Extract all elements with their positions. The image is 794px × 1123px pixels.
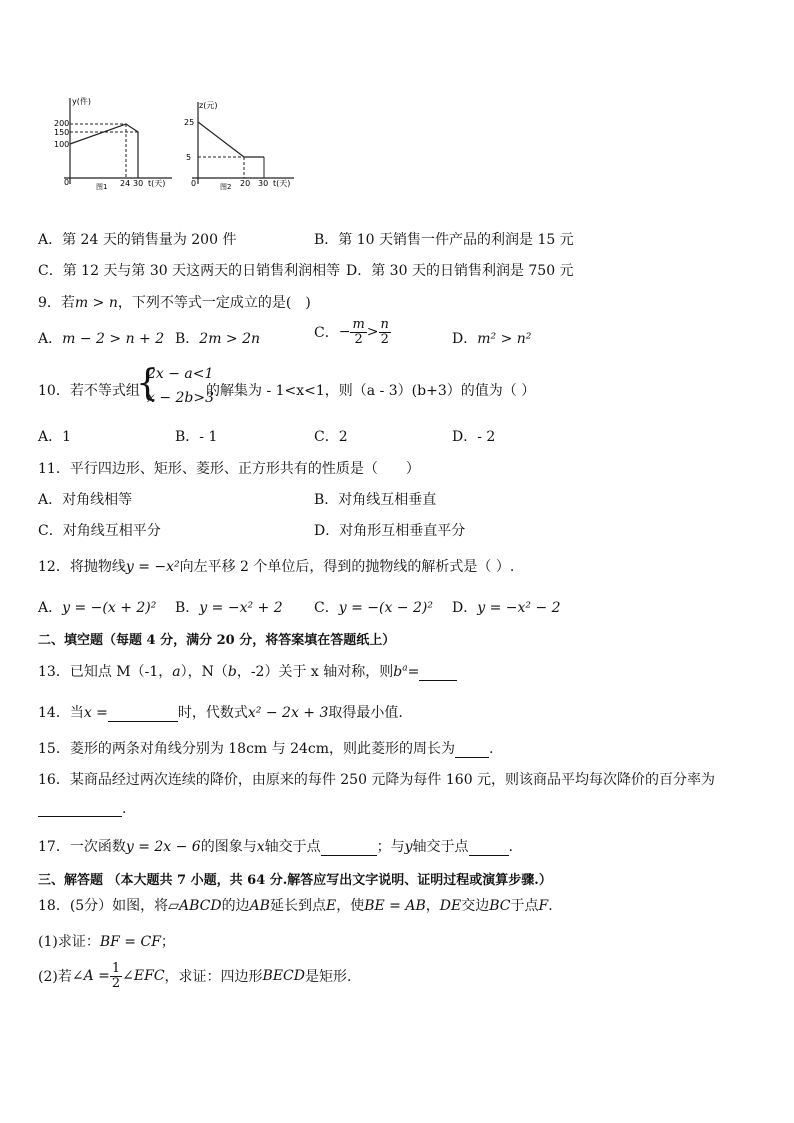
fig2-xtick-20: 20 [240,179,251,188]
q12-c-label: C． [314,600,339,616]
q14-x: x = [83,705,108,721]
fig2-origin: 0 [191,179,197,188]
q17-x: x [256,839,265,855]
q10-ineq2: x − 2b>3 [147,390,215,406]
q18-stem-f: 于点 [510,898,539,914]
q9-a-math: m − 2 > n + 2 [62,331,165,347]
q17-pre: 17．一次函数 [38,839,126,855]
q9-c-frac1 [350,318,366,346]
q9-c-frac2 [379,318,391,346]
q18-de: DE [439,898,462,914]
q14-answer-blank[interactable] [108,705,178,722]
q12-d-math: y = −x² − 2 [477,600,561,616]
q16-answer-blank[interactable] [38,800,122,817]
q18-parallelogram: ▱ABCD [168,898,222,914]
q13-mid: ），N（ [180,664,228,680]
q18-stem-end: . [548,898,553,914]
figure-1-sales-volume-graph [52,92,180,192]
fig1-ytick-150: 150 [54,128,70,137]
q18-stem-pre: 18．(5分）如图，将 [38,898,169,914]
q10-option-c: C．2 [314,429,348,445]
q9-a-label: A． [38,331,63,347]
q12-a-label: A． [38,600,63,616]
q17-expr: y = 2x − 6 [125,839,201,855]
q9-option-b [175,328,260,348]
fig1-xtick-24: 24 [120,179,131,188]
fig1-caption: 图1 [96,183,108,191]
fig1-xtick-30: 30 [133,179,144,188]
q13-text: 13．已知点 M（-1， [38,664,173,680]
q18-p2-becd: BECD [262,968,305,985]
q9-b-math: 2m > 2n [199,331,261,347]
q12-c-math: y = −(x − 2)² [338,600,433,616]
q14-mid: 时，代数式 [177,705,248,721]
q18-p2-angle: ∠A = [71,968,110,985]
q13-power-exp: a [402,663,408,674]
q9-d-label: D． [452,331,478,347]
q14-pre: 14．当 [38,705,84,721]
q18-bc: BC [489,898,511,914]
q17-mid4: 轴交于点 [412,839,469,855]
q18-p2-end: 是矩形. [305,969,352,986]
q9-c-num2: n [380,317,389,332]
q11-option-c: C．对角线互相平分 [38,523,161,539]
q16-text: 16．某商品经过两次连续的降价，由原来的每件 250 元降为每件 160 元，则该商品平均每次降价的百分率为 [38,772,716,788]
fig1-ylabel: y(件) [72,97,91,106]
q9-c-neg: − [338,324,351,341]
section-3-heading: 三、解答题 （本大题共 7 小题，共 64 分.解答应写出文字说明、证明过程或演算步骤.） [38,873,552,888]
q9-stem-num: 9．若 [38,295,75,311]
q10-option-b: B．- 1 [175,429,218,445]
q15-answer-blank[interactable] [455,741,489,758]
q12-option-d [452,597,561,617]
q18-stem-b: 延长到点 [269,898,326,914]
q9-option-c [314,318,391,346]
q8-option-a: A．第 24 天的销售量为 200 件 [38,232,237,248]
q11-stem: 11．平行四边形、矩形、菱形、正方形共有的性质是（ ） [38,461,420,477]
q9-c-gt: > [366,324,379,341]
q9-c-den1: 2 [354,331,363,347]
fig2-xlabel: t(天) [273,179,291,188]
q11-option-d: D．对角形互相垂直平分 [314,523,466,539]
q13 [38,661,457,681]
fig2-ylabel: z(元) [199,101,218,110]
q17-mid: 的图象与 [200,839,257,855]
q12-b-label: B． [175,600,200,616]
q18-p1-math: BF = CF [99,934,161,950]
q18-part2 [38,962,351,990]
q13-rest: ，-2）关于 x 轴对称，则 [236,664,394,680]
q10-stem-rest: 的解集为 - 1<x<1，则（a - 3）(b+3）的值为（ ） [206,383,536,399]
q12-a-math: y = −(x + 2)² [62,600,157,616]
q16-end: . [122,801,127,817]
q12-option-c [314,597,433,617]
q8-option-b: B．第 10 天销售一件产品的利润是 15 元 [314,232,574,248]
q15-text: 15．菱形的两条对角线分别为 18cm 与 24cm，则此菱形的周长为 [38,741,456,757]
q18-ab: AB [249,898,270,914]
q12-option-a [38,597,156,617]
fig2-ytick-25: 25 [184,118,195,127]
q13-power-base: b [393,664,403,680]
q15-end: . [489,741,494,757]
q18-p1-end: ； [160,934,175,950]
q10-ineq1: 2x − a<1 [147,366,214,382]
q17-answer-blank-1[interactable] [321,839,377,856]
q9-c-label: C． [314,325,339,342]
q9-stem-math: m > n [74,295,118,311]
q18-p2-frac [110,962,122,990]
q18-p2-angle2: ∠EFC [122,968,165,985]
q18-p2-den: 2 [111,975,121,991]
q18-stem-a: 的边 [221,898,250,914]
fig1-ytick-200: 200 [54,119,70,128]
fig1-origin: 0 [64,178,70,187]
q13-a: a [172,664,181,680]
fig2-ytick-5: 5 [186,153,192,162]
q10-option-d: D．- 2 [452,429,496,445]
q12-b-math: y = −x² + 2 [199,600,283,616]
section-2-heading: 二、填空题（每题 4 分，满分 20 分，将答案填在答题纸上） [38,633,396,648]
q12-stem-rest: 向左平移 2 个单位后，得到的抛物线的解析式是（ ）. [179,559,515,575]
q17 [38,836,513,856]
q9-stem-rest: ，下列不等式一定成立的是( ) [117,295,311,311]
q18-p1-label: (1)求证： [38,934,100,950]
q12-option-b [175,597,283,617]
q17-answer-blank-2[interactable] [469,839,509,856]
q13-answer-blank[interactable] [419,664,457,681]
q9-option-d [452,328,531,348]
q18-p2-mid: ，求证：四边形 [164,969,263,986]
q17-y: y [404,839,413,855]
q11-option-a: A．对角线相等 [38,492,133,508]
q18-be-ab: BE = AB [364,898,426,914]
q12-stem-math: y = −x² [125,559,180,575]
q9-stem [38,292,311,312]
q8-option-d: D．第 30 天的日销售利润是 750 元 [346,263,574,279]
q14-rest: 取得最小值. [328,705,403,721]
q9-b-label: B． [175,331,200,347]
q18-p2-label: (2)若 [38,969,72,986]
q18-f: F [538,898,549,914]
q9-c-num1: m [352,317,365,332]
q9-option-a [38,328,164,348]
q10-stem-num: 10．若不等式组 [38,383,140,399]
q18-e: E [325,898,337,914]
q14 [38,702,403,722]
q12-stem-num: 12．将抛物线 [38,559,126,575]
q11-option-b: B．对角线互相垂直 [314,492,437,508]
q15 [38,738,493,758]
q18-stem-e: 交边 [461,898,490,914]
q18-stem-d: ， [425,898,440,914]
q12-stem [38,556,514,576]
q13-eq: = [407,664,420,680]
fig2-xtick-30: 30 [258,179,269,188]
q17-end: . [508,839,513,855]
q12-d-label: D． [452,600,478,616]
figure-2-profit-graph [178,98,302,192]
q10-option-a: A．1 [38,429,72,445]
q17-mid2: 轴交于点 [264,839,321,855]
q18-p2-num: 1 [111,961,121,976]
q9-d-math: m² > n² [477,331,532,347]
q16-answer-line [38,800,126,817]
q17-mid3: ；与 [376,839,405,855]
q18-stem [38,895,553,915]
q18-part1 [38,931,175,951]
q8-option-c: C．第 12 天与第 30 天这两天的日销售利润相等 [38,263,341,279]
fig1-ytick-100: 100 [54,140,70,149]
q9-c-den2: 2 [380,331,389,347]
q13-b: b [227,664,237,680]
q14-expr: x² − 2x + 3 [247,705,329,721]
fig2-line [198,122,264,157]
fig2-caption: 图2 [220,183,232,191]
q10-brace: { [136,363,159,404]
fig1-xlabel: t(天) [148,179,166,188]
q18-stem-c: ，使 [336,898,365,914]
